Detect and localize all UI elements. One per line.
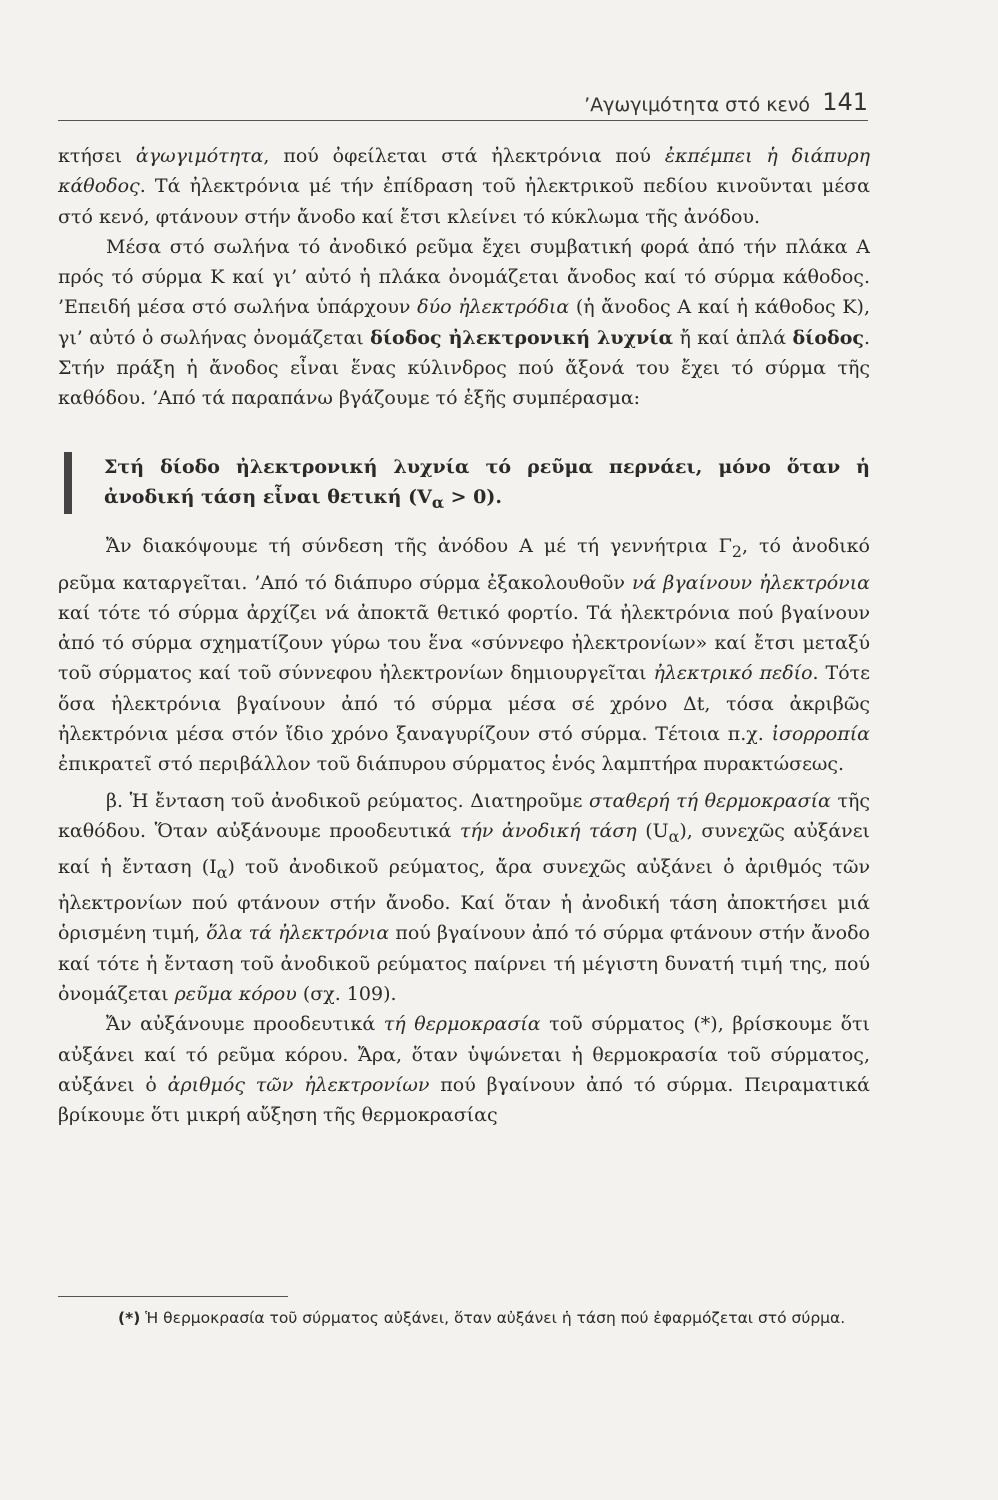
running-title: ’Αγωγιμότητα στό κενό	[584, 94, 810, 116]
page-number: 141	[822, 88, 868, 116]
footnote-text: (*) Ἡ θερμοκρασία τοῦ σύρματος αὐξάνει, ὅταν αὐξάνει ἡ τάση πού ἐφαρμόζεται στό σύρμα.	[118, 1309, 846, 1327]
paragraph-3: Ἄν διακόψουμε τή σύνδεση τῆς ἀνόδου Α μέ τή γεννήτρια $\Gamma_2$, τό ἀνοδικό ρεῦμα καταργεῖται. ’Από τό διάπυρο σύρμα ἐξακολουθοῦν νά βγαίνουν ἠλεκτρόνια καί τότε τό σύρμα ἀρχίζει νά ἀποκτᾶ θετικό φορτίο. Τά ἠλεκτρόνια πού βγαίνουν ἀπό τό σύρμα σχηματίζουν γύρω του ἕνα «σύννεφο ἠλεκτρονίων» καί ἔτσι μεταξύ τοῦ σύρματος καί τοῦ σύννεφου ἠλεκτρονίων δημιουργεῖται ἠλεκτρικό πεδίο. Τότε ὅσα ἠλεκτρόνια βγαίνουν ἀπό τό σύρμα μέσα σέ χρόνο Δt, τόσα ἀκριβῶς ἠλεκτρόνια μέσα στόν ἴδιο χρόνο ξαναγυρίζουν στό σύρμα. Τέτοια π.χ. ἰσορροπία ἐπικρατεῖ στό περιβάλλον τοῦ διάπυρου σύρματος ἑνός λαμπτήρα πυρακτώσεως.	[58, 535, 871, 776]
highlighted-conclusion: Στή δίοδο ἠλεκτρονική λυχνία τό ρεῦμα περνάει, μόνο ὅταν ἡ ἀνοδική τάση εἶναι θετική $(V_\alpha > 0)$.	[58, 452, 870, 518]
page-header	[58, 88, 868, 121]
footnote-rule	[58, 1296, 288, 1297]
paragraph-2: Μέσα στό σωλήνα τό ἀνοδικό ρεῦμα ἔχει συμβατική φορά ἀπό τήν πλάκα Α πρός τό σύρμα Κ καί γι’ αὐτό ἡ πλάκα ὀνομάζεται ἄνοδος καί τό σύρμα κάθοδος. ’Επειδή μέσα στό σωλήνα ὑπάρχουν δύο ἠλεκτρόδια (ἡ ἄνοδος Α καί ἡ κάθοδος Κ), γι’ αὐτό ὁ σωλήνας ὀνομάζεται δίοδος ἠλεκτρονική λυχνία ἤ καί ἁπλά δίοδος. Στήν πράξη ἡ ἄνοδος εἶναι ἕνας κύλινδρος πού ἄξονά του ἔχει τό σύρμα τῆς καθόδου. ’Από τά παραπάνω βγάζουμε τό ἑξῆς συμπέρασμα:	[58, 235, 871, 410]
paragraph-1: κτήσει ἀγωγιμότητα, πού ὀφείλεται στά ἠλεκτρόνια πού ἐκπέμπει ἡ διάπυρη κάθοδος. Τά ἠλεκτρόνια μέ τήν ἐπίδραση τοῦ ἠλεκτρικοῦ πεδίου κινοῦνται μέσα στό κενό, φτάνουν στήν ἄνοδο καί ἔτσι κλείνει τό κύκλωμα τῆς ἀνόδου.	[58, 145, 870, 228]
footnote	[58, 1296, 870, 1331]
page-body	[58, 141, 870, 1131]
paragraph-4: β. Ἡ ἔνταση τοῦ ἀνοδικοῦ ρεύματος. Διατηροῦμε σταθερή τή θερμοκρασία τῆς καθόδου. Ὅταν αὐξάνουμε προοδευτικά τήν ἀνοδική τάση $(U_\alpha)$, συνεχῶς αὐξάνει καί ἡ ἔνταση $(I_\alpha)$ τοῦ ἀνοδικοῦ ρεύματος, ἄρα συνεχῶς αὐξάνει ὁ ἀριθμός τῶν ἠλεκτρονίων πού φτάνουν στήν ἄνοδο. Καί ὅταν ἡ ἀνοδική τάση ἀποκτήσει μιά ὁρισμένη τιμή, ὅλα τά ἠλεκτρόνια πού βγαίνουν ἀπό τό σύρμα φτάνουν στήν ἄνοδο καί τότε ἡ ἔνταση τοῦ ἀνοδικοῦ ρεύματος παίρνει τή μέγιστη δυνατή τιμή της, πού ὀνομάζεται ρεῦμα κόρου (σχ. 109).	[58, 789, 871, 1006]
highlight-bar	[64, 452, 72, 514]
paragraph-5: Ἄν αὐξάνουμε προοδευτικά τή θερμοκρασία τοῦ σύρματος (*), βρίσκουμε ὅτι αὐξάνει καί τό ρεῦμα κόρου. Ἄρα, ὅταν ὑψώνεται ἡ θερμοκρασία τοῦ σύρματος, αὐξάνει ὁ ἀριθμός τῶν ἠλεκτρονίων πού βγαίνουν ἀπό τό σύρμα. Πειραματικά βρίκουμε ὅτι μικρή αὔξηση τῆς θερμοκρασίας	[58, 1013, 870, 1127]
